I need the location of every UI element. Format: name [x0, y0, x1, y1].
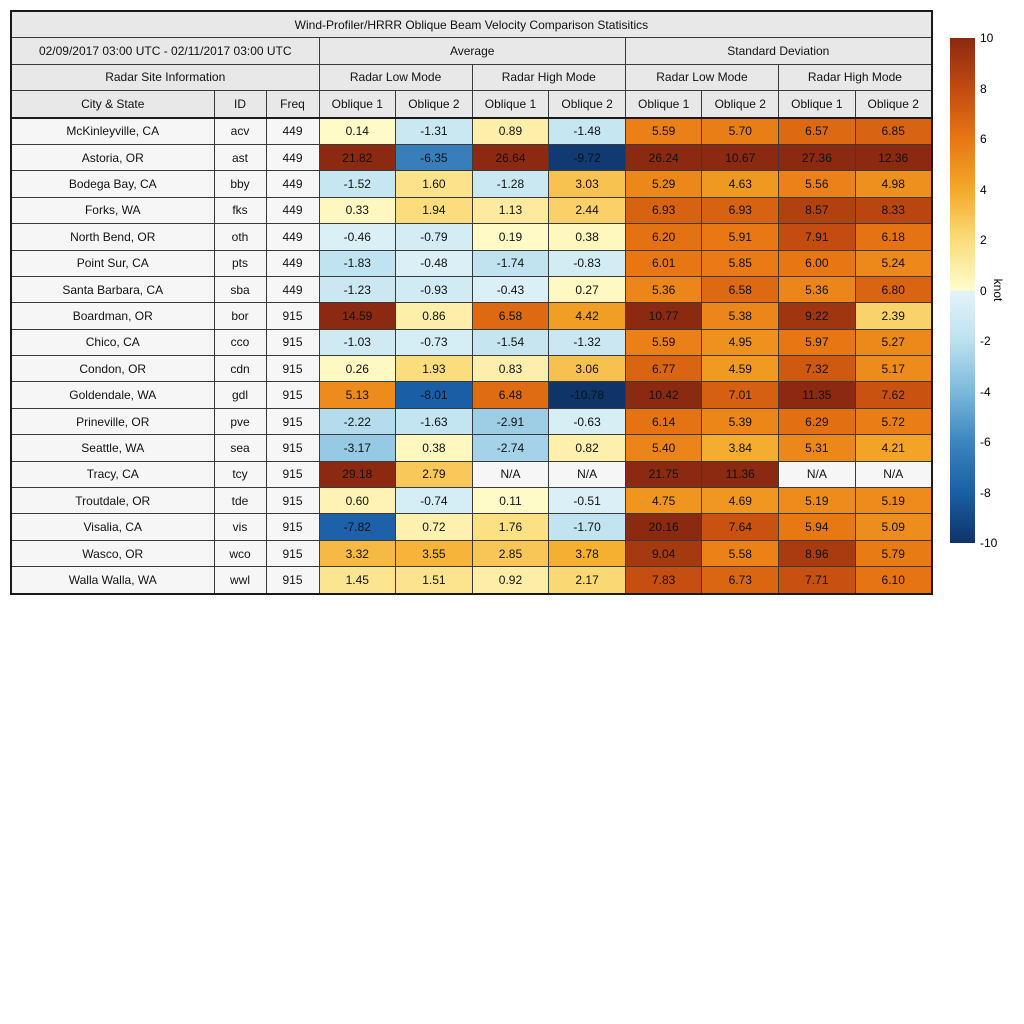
colorbar-tick-label: 2 [980, 233, 987, 247]
value-cell: 21.75 [625, 461, 702, 487]
value-cell: 1.51 [396, 567, 473, 594]
value-cell: 0.60 [319, 488, 396, 514]
value-cell: -6.35 [396, 144, 473, 170]
value-cell: 6.57 [779, 118, 856, 145]
value-cell: 5.09 [855, 514, 932, 540]
city-cell: Troutdale, OR [11, 488, 214, 514]
value-cell: 6.10 [855, 567, 932, 594]
value-cell: 2.79 [396, 461, 473, 487]
value-cell: 5.97 [779, 329, 856, 355]
value-cell: 6.58 [702, 276, 779, 302]
table-row [11, 514, 932, 540]
value-cell: 10.77 [625, 303, 702, 329]
value-cell: 1.45 [319, 567, 396, 594]
value-cell: 4.69 [702, 488, 779, 514]
freq-header: Freq [266, 91, 319, 118]
value-cell: 0.33 [319, 197, 396, 223]
value-cell: 0.27 [549, 276, 626, 302]
colorbar-gradient [950, 38, 975, 543]
city-cell: Goldendale, WA [11, 382, 214, 408]
city-cell: Seattle, WA [11, 435, 214, 461]
value-cell: 5.27 [855, 329, 932, 355]
value-cell: 4.95 [702, 329, 779, 355]
value-cell: -1.54 [472, 329, 549, 355]
value-cell: 0.38 [396, 435, 473, 461]
oblique2-header: Oblique 2 [549, 91, 626, 118]
table-row [11, 435, 932, 461]
freq-cell: 449 [266, 276, 319, 302]
value-cell: -0.83 [549, 250, 626, 276]
value-cell: 4.98 [855, 171, 932, 197]
title-row [11, 11, 932, 38]
value-cell: -10.78 [549, 382, 626, 408]
colorbar-tick-label: -8 [980, 485, 991, 500]
table-row [11, 540, 932, 566]
value-cell: -1.23 [319, 276, 396, 302]
value-cell: 5.59 [625, 118, 702, 145]
value-cell: 7.64 [702, 514, 779, 540]
value-cell: 0.38 [549, 224, 626, 250]
value-cell: N/A [472, 461, 549, 487]
value-cell: N/A [779, 461, 856, 487]
value-cell: 4.75 [625, 488, 702, 514]
freq-cell: 915 [266, 356, 319, 382]
value-cell: -1.48 [549, 118, 626, 145]
value-cell: 5.85 [702, 250, 779, 276]
value-cell: 5.24 [855, 250, 932, 276]
value-cell: 5.79 [855, 540, 932, 566]
value-cell: 11.35 [779, 382, 856, 408]
city-cell: Condon, OR [11, 356, 214, 382]
value-cell: 26.24 [625, 144, 702, 170]
value-cell: 26.64 [472, 144, 549, 170]
value-cell: 4.21 [855, 435, 932, 461]
table-row [11, 144, 932, 170]
value-cell: 6.58 [472, 303, 549, 329]
mode-header-row [11, 64, 932, 90]
value-cell: 7.83 [625, 567, 702, 594]
average-group-header: Average [319, 38, 625, 64]
table-row [11, 382, 932, 408]
value-cell: 0.82 [549, 435, 626, 461]
value-cell: 0.89 [472, 118, 549, 145]
value-cell: 0.14 [319, 118, 396, 145]
value-cell: 5.94 [779, 514, 856, 540]
value-cell: 6.00 [779, 250, 856, 276]
value-cell: 5.39 [702, 408, 779, 434]
freq-cell: 449 [266, 224, 319, 250]
value-cell: -0.46 [319, 224, 396, 250]
value-cell: 9.04 [625, 540, 702, 566]
colorbar-unit-label: knot [991, 278, 1005, 302]
value-cell: 5.40 [625, 435, 702, 461]
value-cell: -7.82 [319, 514, 396, 540]
colorbar-tick-label: 8 [980, 81, 987, 96]
value-cell: 6.18 [855, 224, 932, 250]
id-cell: tcy [214, 461, 266, 487]
site-info-header: Radar Site Information [11, 64, 319, 90]
value-cell: 2.17 [549, 567, 626, 594]
value-cell: -0.48 [396, 250, 473, 276]
value-cell: 8.96 [779, 540, 856, 566]
value-cell: 4.63 [702, 171, 779, 197]
colorbar-tick-label: 0 [980, 283, 987, 298]
freq-cell: 915 [266, 408, 319, 434]
oblique1-header: Oblique 1 [472, 91, 549, 118]
colorbar-tick-label: 4 [980, 182, 987, 197]
value-cell: -3.17 [319, 435, 396, 461]
value-cell: 4.42 [549, 303, 626, 329]
oblique1-header: Oblique 1 [779, 91, 856, 118]
city-cell: North Bend, OR [11, 224, 214, 250]
value-cell: 3.03 [549, 171, 626, 197]
std-high-mode-header: Radar High Mode [779, 64, 932, 90]
value-cell: 2.39 [855, 303, 932, 329]
city-cell: Point Sur, CA [11, 250, 214, 276]
value-cell: 6.20 [625, 224, 702, 250]
value-cell: -2.22 [319, 408, 396, 434]
value-cell: 5.19 [855, 488, 932, 514]
value-cell: -1.32 [549, 329, 626, 355]
value-cell: 3.06 [549, 356, 626, 382]
value-cell: -1.28 [472, 171, 549, 197]
colorbar-tick-label: 6 [980, 132, 987, 146]
value-cell: 3.55 [396, 540, 473, 566]
value-cell: -0.73 [396, 329, 473, 355]
freq-cell: 915 [266, 461, 319, 487]
value-cell: 7.71 [779, 567, 856, 594]
value-cell: -0.63 [549, 408, 626, 434]
value-cell: 29.18 [319, 461, 396, 487]
value-cell: -1.52 [319, 171, 396, 197]
value-cell: 6.77 [625, 356, 702, 382]
value-cell: -1.63 [396, 408, 473, 434]
value-cell: 12.36 [855, 144, 932, 170]
freq-cell: 915 [266, 435, 319, 461]
colorbar-tick-label: -4 [980, 384, 991, 399]
value-cell: N/A [855, 461, 932, 487]
value-cell: 1.76 [472, 514, 549, 540]
value-cell: -2.74 [472, 435, 549, 461]
value-cell: 0.26 [319, 356, 396, 382]
value-cell: 2.85 [472, 540, 549, 566]
value-cell: 8.57 [779, 197, 856, 223]
city-cell: Santa Barbara, CA [11, 276, 214, 302]
std-low-mode-header: Radar Low Mode [625, 64, 778, 90]
id-cell: tde [214, 488, 266, 514]
oblique1-header: Oblique 1 [625, 91, 702, 118]
value-cell: -0.79 [396, 224, 473, 250]
oblique2-header: Oblique 2 [855, 91, 932, 118]
freq-cell: 915 [266, 488, 319, 514]
table-row [11, 118, 932, 145]
city-cell: Chico, CA [11, 329, 214, 355]
id-cell: pts [214, 250, 266, 276]
freq-cell: 449 [266, 250, 319, 276]
value-cell: 0.83 [472, 356, 549, 382]
freq-cell: 449 [266, 118, 319, 145]
colorbar-tick-label: -2 [980, 334, 991, 348]
value-cell: 5.56 [779, 171, 856, 197]
colorbar-tick-label: -6 [980, 435, 991, 449]
id-header: ID [214, 91, 266, 118]
value-cell: 7.62 [855, 382, 932, 408]
id-cell: sba [214, 276, 266, 302]
stddev-group-header: Standard Deviation [625, 38, 931, 64]
value-cell: 0.92 [472, 567, 549, 594]
value-cell: -0.74 [396, 488, 473, 514]
value-cell: 6.85 [855, 118, 932, 145]
group-header-row [11, 38, 932, 64]
value-cell: -0.51 [549, 488, 626, 514]
freq-cell: 915 [266, 514, 319, 540]
value-cell: -0.43 [472, 276, 549, 302]
value-cell: 5.59 [625, 329, 702, 355]
freq-cell: 915 [266, 382, 319, 408]
value-cell: 5.91 [702, 224, 779, 250]
value-cell: 2.44 [549, 197, 626, 223]
table-row [11, 197, 932, 223]
period-cell: 02/09/2017 03:00 UTC - 02/11/2017 03:00 UTC [11, 38, 319, 64]
value-cell: 5.13 [319, 382, 396, 408]
value-cell: 5.36 [779, 276, 856, 302]
table-body [11, 118, 932, 594]
freq-cell: 915 [266, 329, 319, 355]
city-cell: Prineville, OR [11, 408, 214, 434]
value-cell: 5.31 [779, 435, 856, 461]
value-cell: 5.58 [702, 540, 779, 566]
id-cell: vis [214, 514, 266, 540]
table-row [11, 356, 932, 382]
value-cell: -0.93 [396, 276, 473, 302]
value-cell: 8.33 [855, 197, 932, 223]
value-cell: 1.13 [472, 197, 549, 223]
freq-cell: 915 [266, 303, 319, 329]
freq-cell: 449 [266, 197, 319, 223]
value-cell: 6.80 [855, 276, 932, 302]
value-cell: 14.59 [319, 303, 396, 329]
table-row [11, 303, 932, 329]
value-cell: -1.83 [319, 250, 396, 276]
value-cell: 6.48 [472, 382, 549, 408]
value-cell: 5.19 [779, 488, 856, 514]
value-cell: 5.72 [855, 408, 932, 434]
colorbar-tick-label: 10 [980, 31, 994, 45]
value-cell: 7.32 [779, 356, 856, 382]
value-cell: 5.70 [702, 118, 779, 145]
avg-low-mode-header: Radar Low Mode [319, 64, 472, 90]
id-cell: wco [214, 540, 266, 566]
value-cell: 9.22 [779, 303, 856, 329]
id-cell: acv [214, 118, 266, 145]
value-cell: -2.91 [472, 408, 549, 434]
value-cell: 0.11 [472, 488, 549, 514]
freq-cell: 915 [266, 540, 319, 566]
value-cell: 6.01 [625, 250, 702, 276]
value-cell: 3.32 [319, 540, 396, 566]
value-cell: -1.31 [396, 118, 473, 145]
value-cell: 5.29 [625, 171, 702, 197]
id-cell: oth [214, 224, 266, 250]
value-cell: -1.70 [549, 514, 626, 540]
value-cell: -9.72 [549, 144, 626, 170]
value-cell: 10.67 [702, 144, 779, 170]
id-cell: sea [214, 435, 266, 461]
city-cell: McKinleyville, CA [11, 118, 214, 145]
value-cell: 5.36 [625, 276, 702, 302]
value-cell: 11.36 [702, 461, 779, 487]
avg-high-mode-header: Radar High Mode [472, 64, 625, 90]
city-cell: Wasco, OR [11, 540, 214, 566]
city-cell: Bodega Bay, CA [11, 171, 214, 197]
id-cell: bor [214, 303, 266, 329]
value-cell: 21.82 [319, 144, 396, 170]
city-cell: Visalia, CA [11, 514, 214, 540]
table-row [11, 461, 932, 487]
id-cell: bby [214, 171, 266, 197]
value-cell: 1.60 [396, 171, 473, 197]
value-cell: -8.01 [396, 382, 473, 408]
table-row [11, 488, 932, 514]
city-cell: Boardman, OR [11, 303, 214, 329]
oblique2-header: Oblique 2 [702, 91, 779, 118]
value-cell: 10.42 [625, 382, 702, 408]
table-row [11, 567, 932, 594]
table-row [11, 276, 932, 302]
colorbar-tick-label: -10 [980, 536, 998, 550]
value-cell: 0.19 [472, 224, 549, 250]
city-cell: Walla Walla, WA [11, 567, 214, 594]
value-cell: 0.86 [396, 303, 473, 329]
freq-cell: 449 [266, 144, 319, 170]
city-state-header: City & State [11, 91, 214, 118]
value-cell: 6.73 [702, 567, 779, 594]
oblique2-header: Oblique 2 [396, 91, 473, 118]
value-cell: 6.14 [625, 408, 702, 434]
table-row [11, 171, 932, 197]
value-cell: 5.17 [855, 356, 932, 382]
freq-cell: 915 [266, 567, 319, 594]
value-cell: 20.16 [625, 514, 702, 540]
id-cell: pve [214, 408, 266, 434]
oblique1-header: Oblique 1 [319, 91, 396, 118]
value-cell: 4.59 [702, 356, 779, 382]
table-row [11, 224, 932, 250]
value-cell: 7.91 [779, 224, 856, 250]
value-cell: 6.93 [702, 197, 779, 223]
id-cell: gdl [214, 382, 266, 408]
freq-cell: 449 [266, 171, 319, 197]
value-cell: 1.93 [396, 356, 473, 382]
value-cell: -1.74 [472, 250, 549, 276]
id-cell: fks [214, 197, 266, 223]
value-cell: 27.36 [779, 144, 856, 170]
table-row [11, 250, 932, 276]
table-row [11, 329, 932, 355]
id-cell: ast [214, 144, 266, 170]
value-cell: -1.03 [319, 329, 396, 355]
value-cell: 6.29 [779, 408, 856, 434]
value-cell: N/A [549, 461, 626, 487]
value-cell: 5.38 [702, 303, 779, 329]
city-cell: Forks, WA [11, 197, 214, 223]
city-cell: Astoria, OR [11, 144, 214, 170]
table-title: Wind-Profiler/HRRR Oblique Beam Velocity Comparison Statisitics [11, 11, 932, 38]
column-header-row [11, 91, 932, 118]
city-cell: Tracy, CA [11, 461, 214, 487]
statistics-table [10, 10, 933, 595]
value-cell: 1.94 [396, 197, 473, 223]
value-cell: 3.84 [702, 435, 779, 461]
value-cell: 6.93 [625, 197, 702, 223]
id-cell: wwl [214, 567, 266, 594]
value-cell: 7.01 [702, 382, 779, 408]
value-cell: 3.78 [549, 540, 626, 566]
value-cell: 0.72 [396, 514, 473, 540]
id-cell: cco [214, 329, 266, 355]
id-cell: cdn [214, 356, 266, 382]
table-row [11, 408, 932, 434]
